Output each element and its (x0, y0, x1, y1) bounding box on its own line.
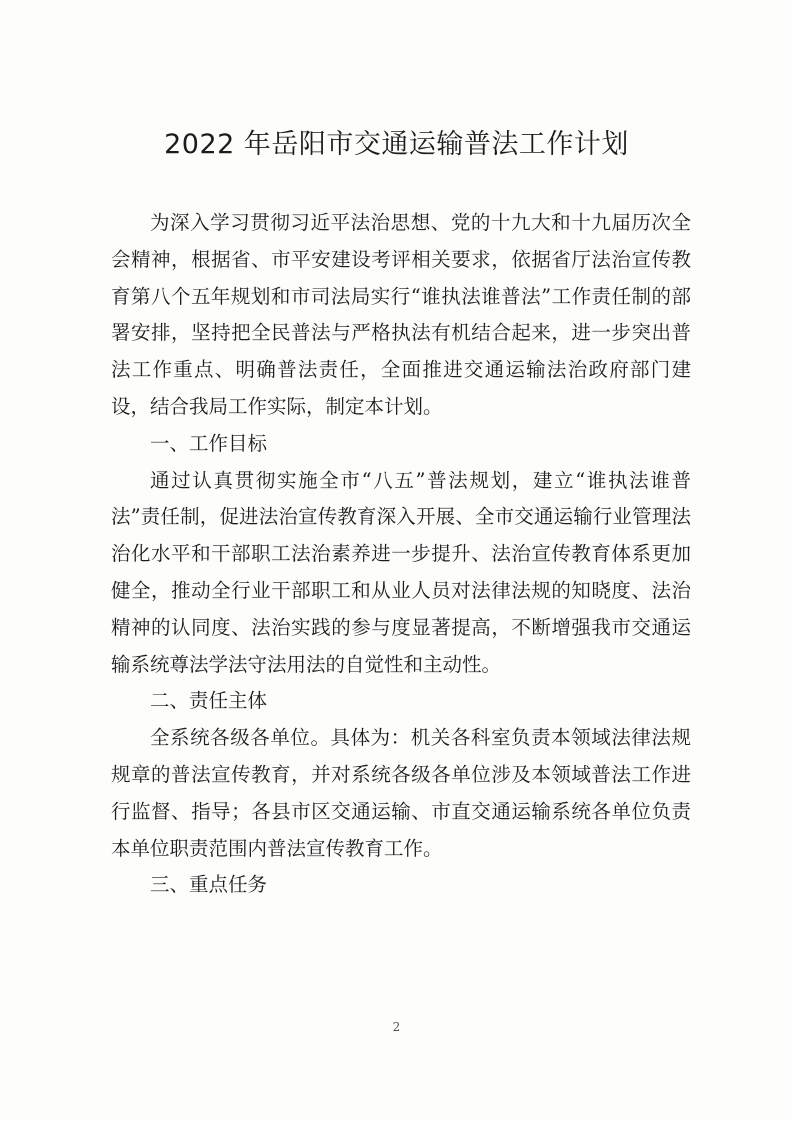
page-number: 2 (392, 1020, 401, 1034)
section-paragraph-responsibility: 全系统各级各单位。具体为：机关各科室负责本领域法律法规规章的普法宣传教育，并对系统各级各单位涉及本领域普法工作进行监督、指导；各县市区交通运输、市直交通运输系统各单位负责本单位职责范围内普法宣传教育工作。 (111, 726, 691, 860)
document-body (111, 205, 691, 904)
section-heading-tasks: 三、重点任务 (150, 873, 268, 897)
section-heading-goals: 一、工作目标 (150, 431, 268, 455)
section-heading-responsibility: 二、责任主体 (150, 689, 268, 713)
section-paragraph-goals: 通过认真贯彻实施全市“八五”普法规划，建立“谁执法谁普法”责任制，促进法治宣传教育深入开展、全市交通运输行业管理法治化水平和干部职工法治素养进一步提升、法治宣传教育体系更加健全，推动全行业干部职工和从业人员对法律法规的知晓度、法治精神的认同度、法治实践的参与度显著提高，不断增强我市交通运输系统尊法学法守法用法的自觉性和主动性。 (111, 468, 691, 676)
document-title: 2022 年岳阳市交通运输普法工作计划 (164, 129, 629, 160)
intro-paragraph: 为深入学习贯彻习近平法治思想、党的十九大和十九届历次全会精神，根据省、市平安建设考评相关要求，依据省厅法治宣传教育第八个五年规划和市司法局实行“谁执法谁普法”工作责任制的部署安排，坚持把全民普法与严格执法有机结合起来，进一步突出普法工作重点、明确普法责任，全面推进交通运输法治政府部门建设，结合我局工作实际，制定本计划。 (111, 211, 691, 418)
